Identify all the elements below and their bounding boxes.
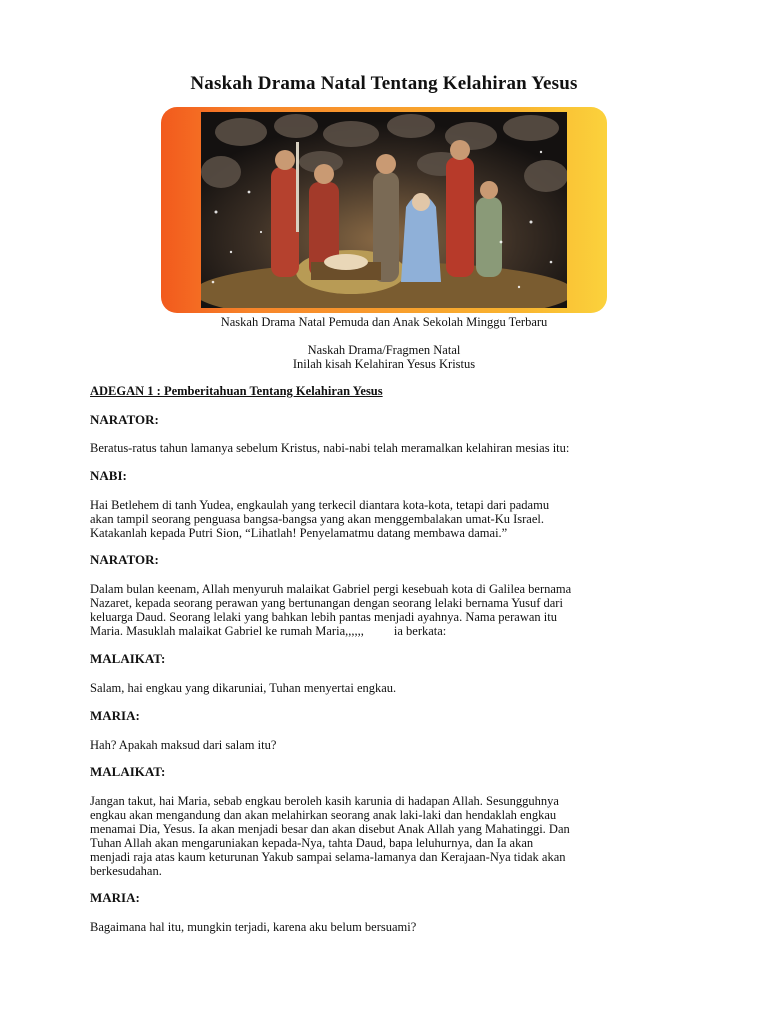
dialogue-line: Jangan takut, hai Maria, sebab engkau beroleh kasih karunia di hadapan Allah. Sesungguhnya bbox=[90, 794, 559, 808]
dialogue-line: engkau akan mengandung dan akan melahirkan seorang anak laki-laki dan hendaklah engkau bbox=[90, 808, 557, 822]
dialogue-line: menjadi raja atas kaum keturunan Yakub sampai selama-lamanya dan Kerajaan-Nya tidak akan bbox=[90, 850, 566, 864]
nativity-scene-photo bbox=[201, 112, 567, 308]
dialogue-line: Nazaret, kepada seorang perawan yang bertunangan dengan seorang lelaki bernama Yusuf dari bbox=[90, 596, 563, 610]
document-title: Naskah Drama Natal Tentang Kelahiran Yesus bbox=[190, 73, 578, 94]
speaker-label: MARIA: bbox=[90, 890, 140, 905]
subtitle-line: Inilah kisah Kelahiran Yesus Kristus bbox=[292, 357, 476, 371]
dialogue-line: akan tampil seorang penguasa bangsa-bangsa yang akan menggembalakan umat-Ku Israel. bbox=[90, 512, 544, 526]
dialogue-text: Hah? Apakah maksud dari salam itu? bbox=[90, 738, 277, 752]
nativity-illustration bbox=[201, 112, 567, 308]
dialogue-line: Tuhan Allah akan mengaruniakan kepada-Nya, tahta Daud, bapa leluhurnya, dan Ia akan bbox=[90, 836, 534, 850]
scene-heading: ADEGAN 1 : Pemberitahuan Tentang Kelahiran Yesus bbox=[90, 384, 383, 398]
dialogue-line: berkesudahan. bbox=[90, 864, 162, 878]
speaker-label: MALAIKAT: bbox=[90, 764, 166, 779]
dialogue-paragraph bbox=[90, 582, 690, 638]
speaker-label: MALAIKAT: bbox=[90, 651, 166, 666]
dialogue-line: menamai Dia, Yesus. Ia akan menjadi besar dan akan disebut Anak Allah yang Mahatinggi. Dan bbox=[90, 822, 570, 836]
dialogue-line: ia berkata: bbox=[393, 624, 447, 638]
dialogue-line-group bbox=[90, 624, 690, 638]
dialogue-text: Bagaimana hal itu, mungkin terjadi, karena aku belum bersuami? bbox=[90, 920, 417, 934]
dialogue-paragraph bbox=[90, 498, 690, 540]
image-caption: Naskah Drama Natal Pemuda dan Anak Sekolah Minggu Terbaru bbox=[220, 315, 548, 329]
dialogue-line: Dalam bulan keenam, Allah menyuruh malaikat Gabriel pergi kesebuah kota di Galilea bernama bbox=[90, 582, 572, 596]
dialogue-paragraph bbox=[90, 794, 690, 878]
speaker-label: NARATOR: bbox=[90, 412, 159, 427]
dialogue-line: Katakanlah kepada Putri Sion, “Lihatlah! Penyelamatmu datang membawa damai.” bbox=[90, 526, 508, 540]
dialogue-line: keluarga Daud. Seorang lelaki yang bahkan lebih pantas menjadi ayahnya. Nama perawan itu bbox=[90, 610, 557, 624]
subtitle-line: Naskah Drama/Fragmen Natal bbox=[307, 343, 461, 357]
dialogue-text: Salam, hai engkau yang dikaruniai, Tuhan menyertai engkau. bbox=[90, 681, 397, 695]
speaker-label: NARATOR: bbox=[90, 552, 159, 567]
speaker-label: MARIA: bbox=[90, 708, 140, 723]
dialogue-text: Beratus-ratus tahun lamanya sebelum Kristus, nabi-nabi telah meramalkan kelahiran mesias itu: bbox=[90, 441, 570, 455]
speaker-label: NABI: bbox=[90, 468, 127, 483]
dialogue-line: Hai Betlehem di tanh Yudea, engkaulah yang terkecil diantara kota-kota, tetapi dari padamu bbox=[90, 498, 550, 512]
nativity-scene-image bbox=[161, 107, 607, 313]
dialogue-line: Maria. Masuklah malaikat Gabriel ke rumah Maria,,,,,, bbox=[90, 624, 364, 638]
